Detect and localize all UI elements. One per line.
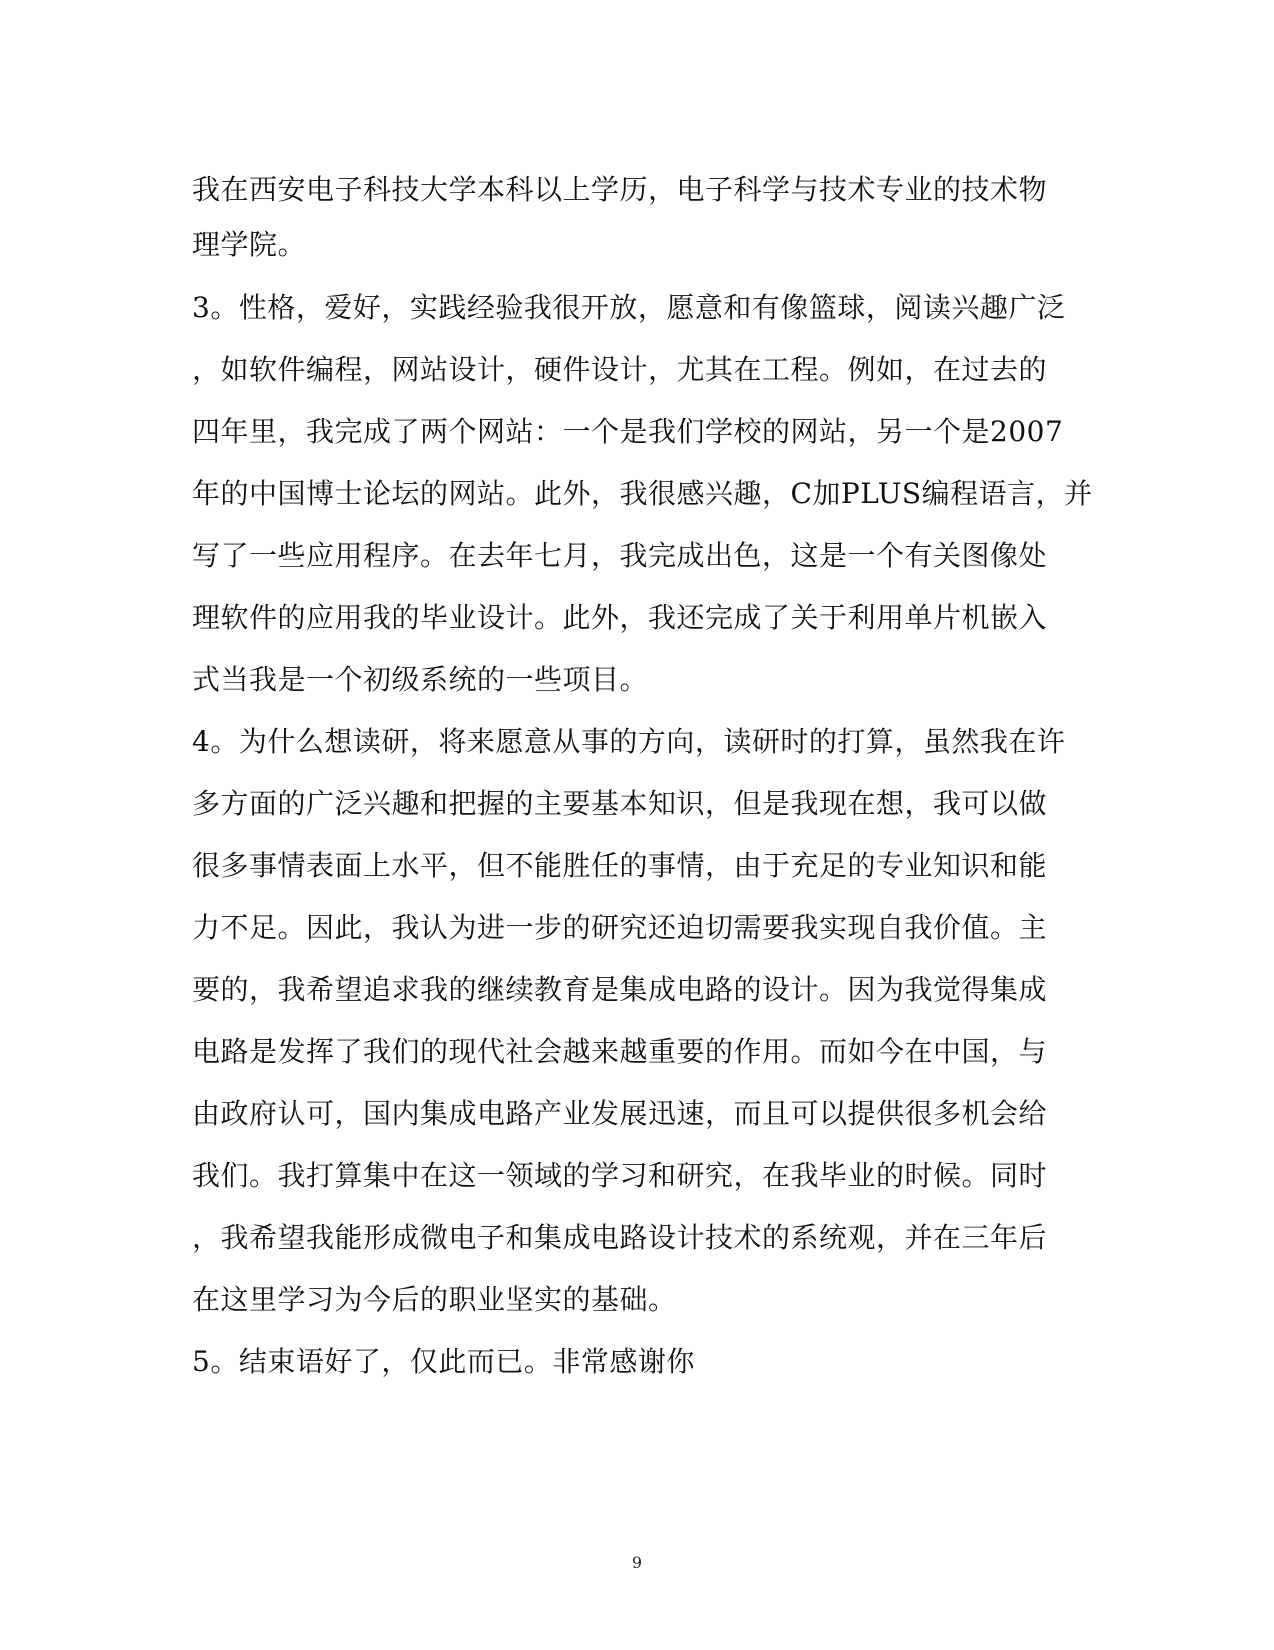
text-line: 3。性格，爱好，实践经验我很开放，愿意和有像篮球，阅读兴趣广泛 — [192, 291, 1066, 324]
text-line: 理软件的应用我的毕业设计。此外，我还完成了关于利用单片机嵌入 — [192, 601, 1048, 634]
text-line: 写了一些应用程序。在去年七月，我完成出色，这是一个有关图像处 — [192, 539, 1048, 572]
text-line: 要的，我希望追求我的继续教育是集成电路的设计。因为我觉得集成 — [192, 973, 1048, 1006]
text-line: 理学院。 — [192, 228, 307, 261]
text-line: 四年里，我完成了两个网站：一个是我们学校的网站，另一个是2007 — [192, 415, 1064, 448]
page-number: 9 — [631, 1553, 643, 1572]
text-line: 在这里学习为今后的职业坚实的基础。 — [192, 1283, 677, 1316]
text-line: 5。结束语好了，仅此而已。非常感谢你 — [192, 1345, 695, 1378]
text-line: 电路是发挥了我们的现代社会越来越重要的作用。而如今在中国，与 — [192, 1035, 1048, 1068]
text-line: 很多事情表面上水平，但不能胜任的事情，由于充足的专业知识和能 — [192, 849, 1048, 882]
text-line: 由政府认可，国内集成电路产业发展迅速，而且可以提供很多机会给 — [192, 1097, 1048, 1130]
text-line: 多方面的广泛兴趣和把握的主要基本知识，但是我现在想，我可以做 — [192, 787, 1048, 820]
text-line: ，如软件编程，网站设计，硬件设计，尤其在工程。例如，在过去的 — [192, 353, 1048, 386]
text-line: 力不足。因此，我认为进一步的研究还迫切需要我实现自我价值。主 — [192, 911, 1048, 944]
text-line: 4。为什么想读研，将来愿意从事的方向，读研时的打算，虽然我在许 — [192, 725, 1066, 758]
text-line: 我们。我打算集中在这一领域的学习和研究，在我毕业的时候。同时 — [192, 1159, 1048, 1192]
text-line: ，我希望我能形成微电子和集成电路设计技术的系统观，并在三年后 — [192, 1221, 1048, 1254]
text-line: 我在西安电子科技大学本科以上学历，电子科学与技术专业的技术物 — [192, 173, 1048, 206]
text-line: 式当我是一个初级系统的一些项目。 — [192, 663, 649, 696]
text-line: 年的中国博士论坛的网站。此外，我很感兴趣，C加PLUS编程语言，并 — [192, 477, 1093, 510]
